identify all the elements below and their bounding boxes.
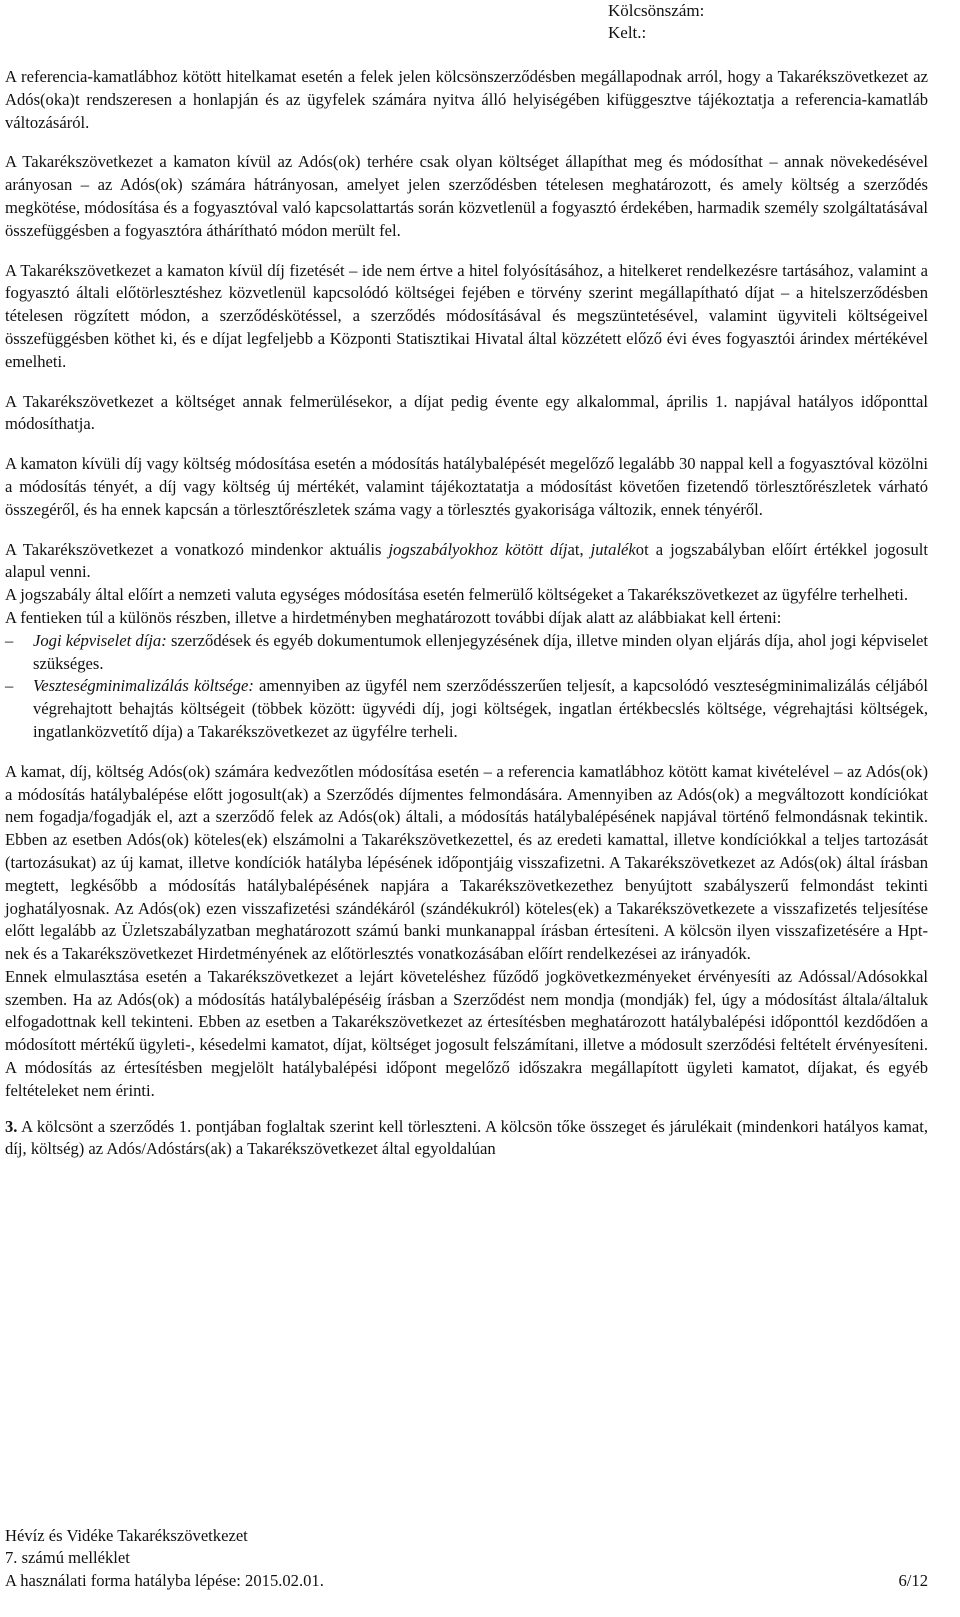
date-label: Kelt.: (608, 23, 647, 42)
section-number: 3. (5, 1116, 18, 1136)
footer-organization: Hévíz és Vidéke Takarékszövetkezet (5, 1526, 248, 1545)
page-number: 6/12 (898, 1570, 928, 1590)
list-item (5, 675, 928, 743)
paragraph-fees: A Takarékszövetkezet a kamaton kívül díj fizetését – ide nem értve a hitel folyósításához, a hitelkeret rendelkezésre tartásához, valamint a fogyasztó általi előtörlesztéshez közvetlenül kapcsolódó költségei fejében e törvény szerint megállapítható díjat – a hitelszerződésben tételesen rögzített módon, a szerződéskötéssel, a szerződés módosításával és megszüntetésével, valamint ügyviteli költségeivel összefüggésben köthet ki, és e díjat legfeljebb a Központi Statisztikai Hivatal által közzétett előző évi éves fogyasztói árindex mértékével emelheti. (5, 260, 928, 371)
fee-definition-list (5, 630, 928, 744)
list-item-term: Veszteségminimalizálás költsége: (33, 676, 254, 696)
dash-bullet: – (5, 676, 14, 696)
list-item-text: szerződések és egyéb dokumentumok ellenjegyzésének díja, illetve minden olyan eljárás díja, ahol jogi képviselet szükséges. (33, 630, 928, 673)
document-header (608, 0, 948, 44)
paragraph-additional-fees: A fentieken túl a különös részben, illetve a hirdetményben meghatározott további díjak alatt az alábbiakat kell érteni: (5, 607, 782, 627)
paragraph-notice: A kamaton kívüli díj vagy költség módosítása esetén a módosítás hatálybalépését megelőző legalább 30 nappal kell a fogyasztóval közölni a módosítás tényét, a díj vagy költség új mértékét, valamint tájékoztatatja a módosítást követően fizetendő törlesztőrészletek várható összegéről, és ha ennek kapcsán a törlesztőrészletek száma vagy a törlesztés gyakorisága változik, ennek tényéről. (5, 454, 928, 519)
list-item-text: amennyiben az ügyfél nem szerződésszerűen teljesít, a kapcsolódó veszteségminimalizálás céljából végrehajtott behajtás költségeit (többek között: ügyvédi díj, jogi költségek, ingatlan értékbecslés költsége, végrehajtási költségek, ingatlanközvetítő díja) a Takarékszövetkezet az ügyfélre terheli. (33, 676, 928, 741)
list-item-term: Jogi képviselet díja: (33, 630, 167, 650)
list-item (5, 630, 928, 676)
dash-bullet: – (5, 630, 14, 650)
paragraph-consequences: Ennek elmulasztása esetén a Takarékszövetkezet a lejárt követeléshez fűződő jogkövetkezményeket érvényesíti az Adóssal/Adósokkal szemben. Ha az Adós(ok) a módosítás hatálybalépéséig írásban a Szerződést nem mondja (mondják) fel, úgy a módosítást általa/általuk elfogadottnak kell tekinteni. Ebben az esetben a Takarékszövetkezet az értesítésben meghatározott hatálybalépési időponttól kezdődően a módosított mértékű ügyleti-, késedelmi kamatot, díjat, költséget jogosult felszámítani, illetve a módosult szerződési feltételt érvényesíteni. A módosítás az értesítésben megjelölt hatálybalépési időpont megelőző időszakra megállapított ügyleti kamatot, díjakat, és egyéb feltételeket nem érinti. (5, 966, 928, 1100)
paragraph-currency: A jogszabály által előírt a nemzeti valuta egységes módosítása esetén felmerülő költségeket a Takarékszövetkezet az ügyfélre terhelheti. (5, 585, 908, 605)
paragraph-modification-timing: A Takarékszövetkezet a költséget annak felmerülésekor, a díjat pedig évente egy alkalommal, április 1. napjával hatályos időponttal módosíthatja. (5, 391, 928, 434)
paragraph-unfavorable-change: A kamat, díj, költség Adós(ok) számára kedvezőtlen módosítása esetén – a referencia kamatlábhoz kötött kamat kivételével – az Adós(ok) a módosítás hatálybalépése előtt jogosult(ak) a Szerződés díjmentes felmondására. Amennyiben az Adós(ok) a megváltozott kondíciókat nem fogadja/fogadják el, azt a szerződő felek az Adós(ok) általi, a módosítás hatálybalépésének napjával történő felmondásnak tekintik. Ebben az esetben Adós(ok) köteles(ek) elszámolni a Takarékszövetkezettel, és az eredeti kamattal, illetve kondíciókkal a teljes tartozását (tartozásukat) az új kamat, illetve kondíciók hatályba lépésének időpontjáig visszafizetni. A Takarékszövetkezet az Adós(ok) által írásban megtett, legkésőbb a módosítás hatálybalépésének napjára a Takarékszövetkezethez benyújtott szabályszerű felmondást tekinti joghatályosnak. Az Adós(ok) ezen visszafizetési szándékáról (szándékukról) köteles(ek) a Takarékszövetkezete a visszafizetés teljesítése előtt legalább az Üzletszabályzatban meghatározott számú banki munkanappal írásban értesíteni. A kölcsön ilyen visszafizetésére a Hpt-nek és a Takarékszövetkezet Hirdetményének az előtörlesztés vonatkozásában előírt rendelkezései az irányadók. (5, 761, 928, 964)
document-body (5, 66, 928, 1161)
paragraph-costs: A Takarékszövetkezet a kamaton kívül az Adós(ok) terhére csak olyan költséget állapíthat meg és módosíthat – annak növekedésével arányosan – az Adós(ok) számára hátrányosan, amelyet jelen szerződésben tételesen meghatározott, és amely költség a szerződés megkötése, módosítása és a fogyasztóval való kapcsolattartás során közvetlenül a fogyasztó érdekében, harmadik személy szolgáltatásával összefüggésben a fogyasztóra áthárítható módon merült fel. (5, 152, 928, 240)
paragraph-repayment: 3. A kölcsönt a szerződés 1. pontjában foglaltak szerint kell törleszteni. A kölcsön tőke összeget és járulékait (mindenkori hatályos kamat, díj, költség) az Adós/Adóstárs(ak) a Takarékszövetkezet által egyoldalúan (5, 1116, 928, 1159)
footer-annex: 7. számú melléklet (5, 1548, 130, 1568)
footer-effective-date: A használati forma hatályba lépése: 2015.02.01. (5, 1570, 324, 1590)
loan-number-label: Kölcsönszám: (608, 1, 705, 20)
paragraph-legal-fees: A Takarékszövetkezet a vonatkozó mindenkor aktuális jogszabályokhoz kötött díjat, jutalékot a jogszabályban előírt értékkel jogosult alapul venni. (5, 539, 928, 582)
document-footer (5, 1525, 928, 1592)
paragraph-reference-rate: A referencia-kamatlábhoz kötött hitelkamat esetén a felek jelen kölcsönszerződésben megállapodnak arról, hogy a Takarékszövetkezet az Adós(oka)t rendszeresen a honlapján és az ügyfelek számára nyitva álló helyiségében kifüggesztve tájékoztatja a referencia-kamatláb változásáról. (5, 67, 928, 132)
